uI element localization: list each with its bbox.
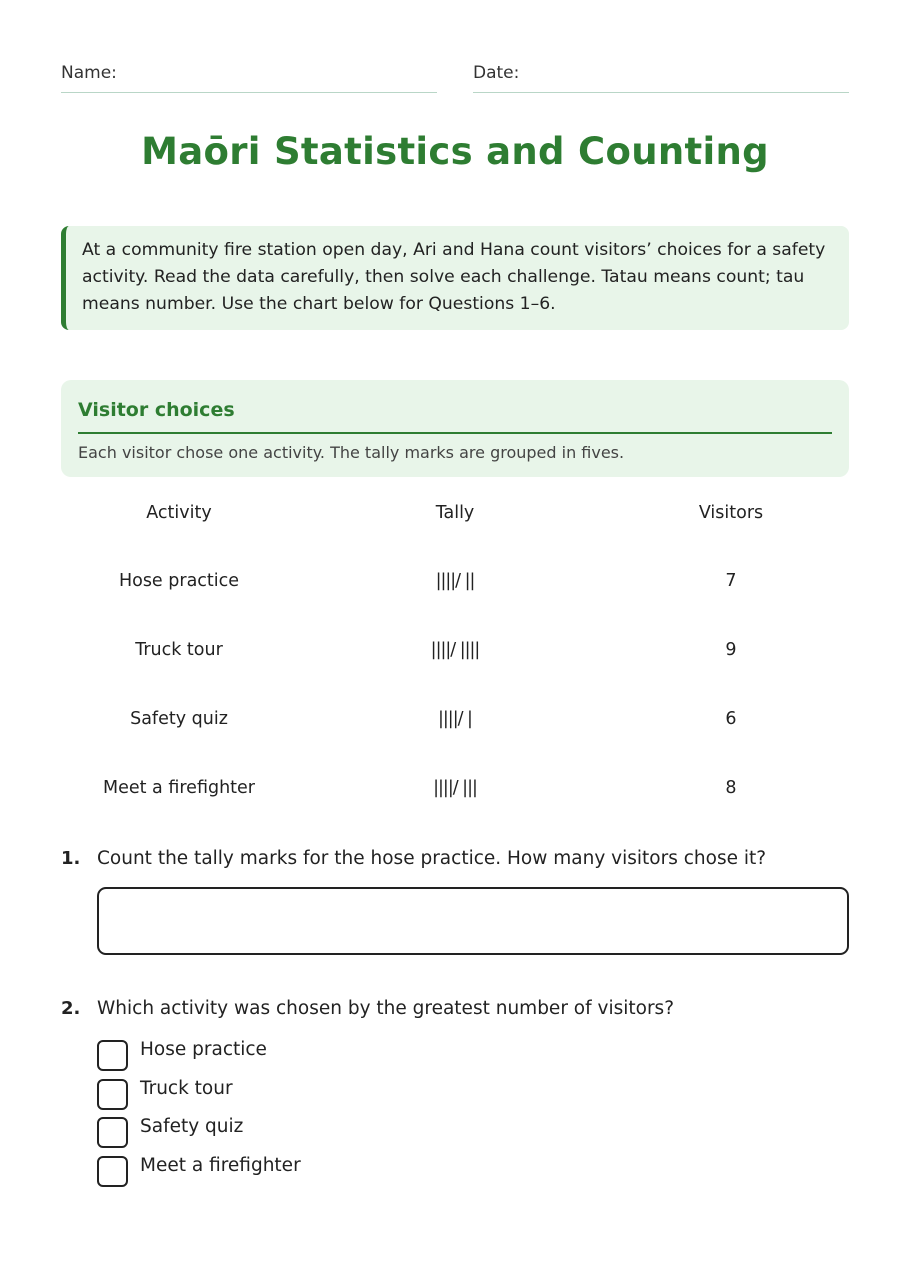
checkbox[interactable] (97, 1156, 128, 1187)
table-row (61, 704, 849, 773)
answer-box[interactable] (97, 887, 849, 955)
page-title: Maōri Statistics and Counting (141, 130, 769, 173)
tally-cell: ||||/ | (438, 709, 472, 729)
column-header-tally: Tally (435, 503, 475, 523)
question-number: 1. (61, 848, 81, 869)
visitors-cell: 6 (725, 709, 737, 729)
chart-note: Each visitor chose one activity. The tally marks are grouped in fives. (78, 443, 625, 462)
table-row (61, 566, 849, 635)
visitors-cell: 9 (725, 640, 737, 660)
table-header-row (61, 497, 849, 566)
tally-cell: ||||/ || (435, 571, 475, 591)
table-row (61, 635, 849, 704)
visitors-cell: 8 (725, 778, 737, 798)
option-label: Hose practice (140, 1039, 267, 1060)
visitors-cell: 7 (725, 571, 737, 591)
tally-cell: ||||/ ||| (433, 778, 477, 798)
checkbox[interactable] (97, 1079, 128, 1110)
activity-cell: Hose practice (118, 571, 240, 591)
activity-cell: Truck tour (135, 640, 223, 660)
checkbox[interactable] (97, 1040, 128, 1071)
tally-table (61, 497, 849, 842)
option-label: Safety quiz (140, 1116, 244, 1138)
chart-title: Visitor choices (78, 396, 832, 434)
name-date-row (61, 60, 849, 94)
tally-cell: ||||/ |||| (430, 640, 480, 660)
question-number: 2. (61, 998, 81, 1019)
date-label: Date: (473, 63, 520, 83)
chart-header-panel (61, 380, 849, 477)
table-row (61, 773, 849, 842)
question-text: Which activity was chosen by the greatest number of visitors? (97, 998, 675, 1019)
date-field[interactable] (473, 60, 849, 93)
name-field[interactable] (61, 60, 437, 93)
name-label: Name: (61, 63, 117, 83)
activity-cell: Meet a firefighter (103, 778, 255, 798)
option-label: Meet a firefighter (140, 1155, 301, 1177)
intro-panel: At a community fire station open day, Ari and Hana count visitors’ choices for a safety activity. Read the data carefully, then solve each challenge. Tatau means count; tau means number. Use the chart below for Questions 1–6. (61, 226, 849, 330)
column-header-activity: Activity (146, 503, 212, 523)
question-text: Count the tally marks for the hose practice. How many visitors chose it? (97, 848, 767, 869)
activity-cell: Safety quiz (130, 709, 228, 729)
checkbox[interactable] (97, 1117, 128, 1148)
column-header-visitors: Visitors (698, 503, 764, 523)
option-label: Truck tour (140, 1077, 233, 1099)
